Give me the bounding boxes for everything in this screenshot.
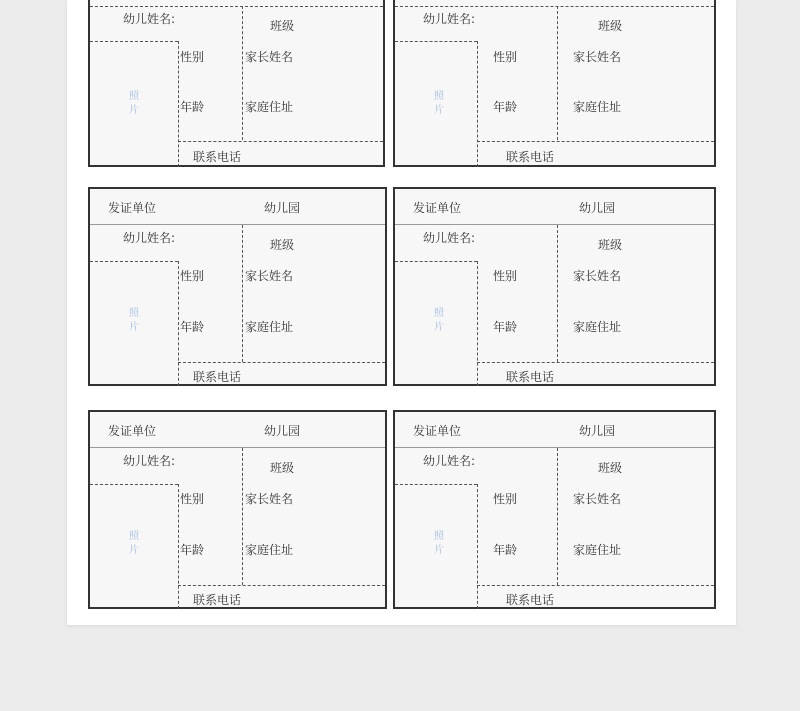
child-name-label: 幼儿姓名: <box>423 12 476 26</box>
card-header <box>395 412 714 448</box>
student-card <box>393 0 716 167</box>
age-label: 年龄 <box>180 320 205 334</box>
student-card <box>393 187 716 386</box>
school-label: 幼儿园 <box>579 201 616 215</box>
class-label: 班级 <box>270 461 295 475</box>
class-label: 班级 <box>598 19 623 33</box>
phone-label: 联系电话 <box>193 593 242 607</box>
child-name-label: 幼儿姓名: <box>123 454 176 468</box>
age-label: 年龄 <box>493 320 518 334</box>
card-header <box>90 412 385 448</box>
age-label: 年龄 <box>493 543 518 557</box>
photo-placeholder: 照 片 <box>434 91 444 116</box>
issuer-label: 发证单位 <box>108 424 157 438</box>
child-name-label: 幼儿姓名: <box>423 454 476 468</box>
class-label: 班级 <box>598 238 623 252</box>
address-label: 家庭住址 <box>245 320 294 334</box>
parent-name-label: 家长姓名 <box>245 492 294 506</box>
school-label: 幼儿园 <box>264 201 301 215</box>
class-label: 班级 <box>598 461 623 475</box>
photo-placeholder: 照 片 <box>434 531 444 556</box>
document-sheet <box>67 0 736 625</box>
age-label: 年龄 <box>180 543 205 557</box>
school-label: 幼儿园 <box>264 424 301 438</box>
child-name-label: 幼儿姓名: <box>123 12 176 26</box>
photo-placeholder: 照 片 <box>129 531 139 556</box>
address-label: 家庭住址 <box>573 100 622 114</box>
address-label: 家庭住址 <box>573 543 622 557</box>
gender-label: 性别 <box>493 269 518 283</box>
parent-name-label: 家长姓名 <box>573 269 622 283</box>
child-name-label: 幼儿姓名: <box>123 231 176 245</box>
photo-placeholder: 照 片 <box>129 308 139 333</box>
card-header <box>90 189 385 225</box>
school-label: 幼儿园 <box>579 424 616 438</box>
address-label: 家庭住址 <box>573 320 622 334</box>
parent-name-label: 家长姓名 <box>573 50 622 64</box>
gender-label: 性别 <box>180 492 205 506</box>
phone-label: 联系电话 <box>193 150 242 164</box>
issuer-label: 发证单位 <box>413 201 462 215</box>
student-card <box>88 187 387 386</box>
child-name-label: 幼儿姓名: <box>423 231 476 245</box>
photo-placeholder: 照 片 <box>434 308 444 333</box>
issuer-label: 发证单位 <box>413 424 462 438</box>
address-label: 家庭住址 <box>245 100 294 114</box>
student-card <box>88 410 387 609</box>
gender-label: 性别 <box>493 492 518 506</box>
age-label: 年龄 <box>493 100 518 114</box>
parent-name-label: 家长姓名 <box>573 492 622 506</box>
class-label: 班级 <box>270 238 295 252</box>
phone-label: 联系电话 <box>193 370 242 384</box>
class-label: 班级 <box>270 19 295 33</box>
gender-label: 性别 <box>180 50 205 64</box>
gender-label: 性别 <box>180 269 205 283</box>
parent-name-label: 家长姓名 <box>245 50 294 64</box>
card-header <box>395 189 714 225</box>
gender-label: 性别 <box>493 50 518 64</box>
parent-name-label: 家长姓名 <box>245 269 294 283</box>
student-card <box>88 0 385 167</box>
photo-placeholder: 照 片 <box>129 91 139 116</box>
phone-label: 联系电话 <box>506 593 555 607</box>
phone-label: 联系电话 <box>506 370 555 384</box>
age-label: 年龄 <box>180 100 205 114</box>
phone-label: 联系电话 <box>506 150 555 164</box>
address-label: 家庭住址 <box>245 543 294 557</box>
issuer-label: 发证单位 <box>108 201 157 215</box>
student-card <box>393 410 716 609</box>
